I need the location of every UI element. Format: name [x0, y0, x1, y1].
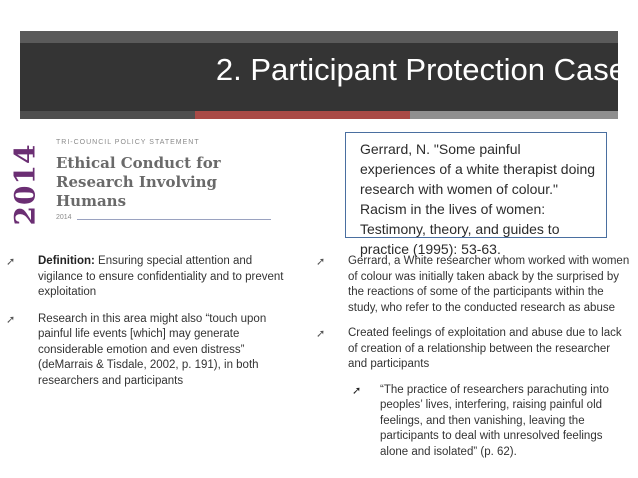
arrow-bullet-icon: ➚ [6, 313, 16, 326]
list-item [0, 254, 300, 301]
cover-kicker: TRI-COUNCIL POLICY STATEMENT [56, 139, 200, 146]
slide-title: 2. Participant Protection Case [215, 52, 626, 87]
policy-cover-image [5, 132, 275, 234]
right-bullet-list [310, 254, 632, 470]
accent-stripe-1 [20, 111, 195, 119]
sub-list-item [310, 383, 632, 461]
cover-year-small: 2014 [56, 214, 72, 221]
definition-label: Definition: [38, 255, 95, 267]
accent-stripe-3 [410, 111, 618, 119]
bullet-text: Created feelings of exploitation and abuse due to lack of creation of a relationship between the researcher and participants [348, 327, 622, 370]
list-item [0, 312, 300, 390]
list-item [310, 254, 632, 316]
bullet-text: Gerrard, a White researcher whom worked with women of colour was initially taken aback by the surprised by the reactions of some of the participants within the study, who refer to the conducted research as abuse [348, 255, 630, 314]
arrow-bullet-icon: ➚ [316, 328, 326, 340]
accent-stripe-2 [195, 111, 410, 119]
arrow-bullet-icon: ➚ [352, 384, 362, 397]
definition-text: Ensuring special attention and vigilance to ensure confidentiality and to prevent exploitation [38, 255, 284, 298]
arrow-bullet-icon: ➚ [316, 256, 326, 268]
arrow-bullet-icon: ➚ [6, 256, 16, 268]
bullet-text: Research in this area might also “touch upon painful life events [which] may generate considerable emotion and even distress” (deMarrais & Tisdale, 2002, p. 191), in both researchers and participants [38, 312, 267, 387]
cover-title: Ethical Conduct for Research Involving Humans [56, 154, 221, 210]
list-item [310, 326, 632, 373]
cover-year: 2014 [8, 143, 42, 226]
citation-box: Gerrard, N. "Some painful experiences of a white therapist doing research with women of colour." Racism in the lives of women: Testimony, theory, and guides to practice (1995): 53-63. [345, 132, 607, 238]
left-bullet-list [0, 254, 300, 400]
cover-rule [77, 219, 271, 220]
quote-text: “The practice of researchers parachuting into peoples’ lives, interfering, raising painful old feelings, and then vanishing, leaving the participants to deal with unresolved feelings alone and isolated” (p. 62). [380, 383, 609, 458]
title-accent [20, 31, 618, 43]
